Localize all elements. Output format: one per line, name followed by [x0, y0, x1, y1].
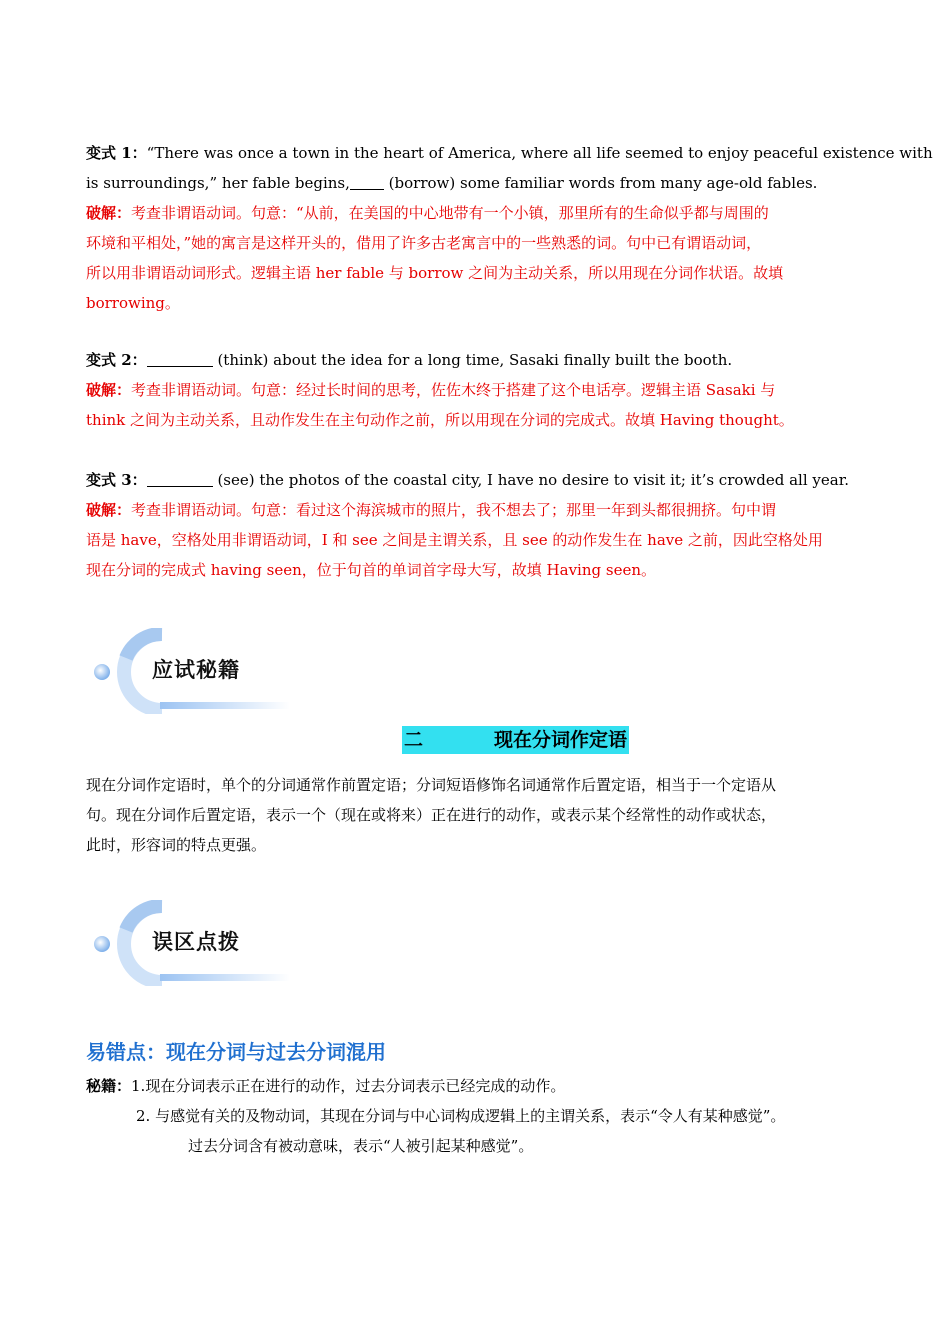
answer-blank [147, 348, 213, 367]
tip-label: 秘籍： [86, 1077, 132, 1095]
answer-text: 语是 have，空格处用非谓语动词，I 和 see 之间是主谓关系，且 see 的动作发生在 have 之前，因此空格处用 [86, 531, 823, 549]
banner-title: 应试秘籍 [152, 658, 240, 682]
variant-1-label: 变式 1： [86, 144, 147, 162]
variant-3 [86, 465, 868, 585]
answer-label: 破解： [86, 381, 132, 399]
answer-text: 考查非谓语动词。句意：经过长时间的思考，佐佐木终于搭建了这个电话亭。逻辑主语 Sasaki 与 [131, 381, 776, 399]
variant-2-label: 变式 2： [86, 351, 147, 369]
section-title: 现在分词作定语 [494, 729, 628, 751]
variant-3-label: 变式 3： [86, 471, 147, 489]
answer-text: 考查非谓语动词。句意：“从前，在美国的中心地带有一个小镇，那里所有的生命似乎都与周围的 [131, 204, 769, 222]
answer-text: 考查非谓语动词。句意：看过这个海滨城市的照片，我不想去了；那里一年到头都很拥挤。句中谓 [131, 501, 777, 519]
answer-text: 现在分词的完成式 having seen，位于句首的单词首字母大写，故填 Having seen。 [86, 561, 656, 579]
variant-2-line1: (think) about the idea for a long time, Sasaki finally built the booth. [212, 351, 733, 369]
section-banner-tips [90, 628, 300, 714]
section-heading [402, 726, 629, 754]
pitfall-tips [86, 1071, 868, 1161]
variant-1-line2a: is surroundings,” her fable begins, [86, 174, 350, 192]
variant-1-line2b: (borrow) some familiar words from many age-old fables. [383, 174, 818, 192]
paragraph-line: 现在分词作定语时，单个的分词通常作前置定语；分词短语修饰名词通常作后置定语，相当于一个定语从 [86, 776, 777, 794]
tip-item: 过去分词含有被动意味，表示“人被引起某种感觉”。 [188, 1137, 534, 1155]
section-number: 二 [404, 729, 424, 751]
answer-blank [350, 171, 384, 190]
tip-item: 1.现在分词表示正在进行的动作，过去分词表示已经完成的动作。 [131, 1077, 566, 1095]
variant-1 [86, 138, 933, 318]
variant-1-line1: “There was once a town in the heart of America, where all life seemed to enjoy peaceful existence with [146, 144, 933, 162]
pitfall-heading: 易错点：现在分词与过去分词混用 [86, 1040, 386, 1064]
answer-text: 环境和平相处，”她的寓言是这样开头的，借用了许多古老寓言中的一些熟悉的词。句中已有谓语动词， [86, 234, 762, 252]
paragraph-line: 此时，形容词的特点更强。 [86, 836, 267, 854]
answer-label: 破解： [86, 204, 132, 222]
tip-item: 2. 与感觉有关的及物动词，其现在分词与中心词构成逻辑上的主谓关系，表示“令人有某种感觉”。 [136, 1107, 786, 1125]
answer-blank [147, 468, 213, 487]
answer-text: borrowing。 [86, 294, 180, 312]
answer-text: 所以用非谓语动词形式。逻辑主语 her fable 与 borrow 之间为主动关系，所以用现在分词作状语。故填 [86, 264, 784, 282]
answer-label: 破解： [86, 501, 132, 519]
answer-text: think 之间为主动关系，且动作发生在主句动作之前，所以用现在分词的完成式。故填 Having thought。 [86, 411, 794, 429]
paragraph-line: 句。现在分词作后置定语，表示一个（现在或将来）正在进行的动作，或表示某个经常性的动作或状态， [86, 806, 777, 824]
variant-3-line1: (see) the photos of the coastal city, I have no desire to visit it; it’s crowded all year. [212, 471, 849, 489]
section-banner-pitfalls [90, 900, 300, 986]
section-paragraph [86, 770, 868, 860]
variant-2 [86, 345, 868, 435]
banner-title: 误区点拨 [152, 930, 240, 954]
